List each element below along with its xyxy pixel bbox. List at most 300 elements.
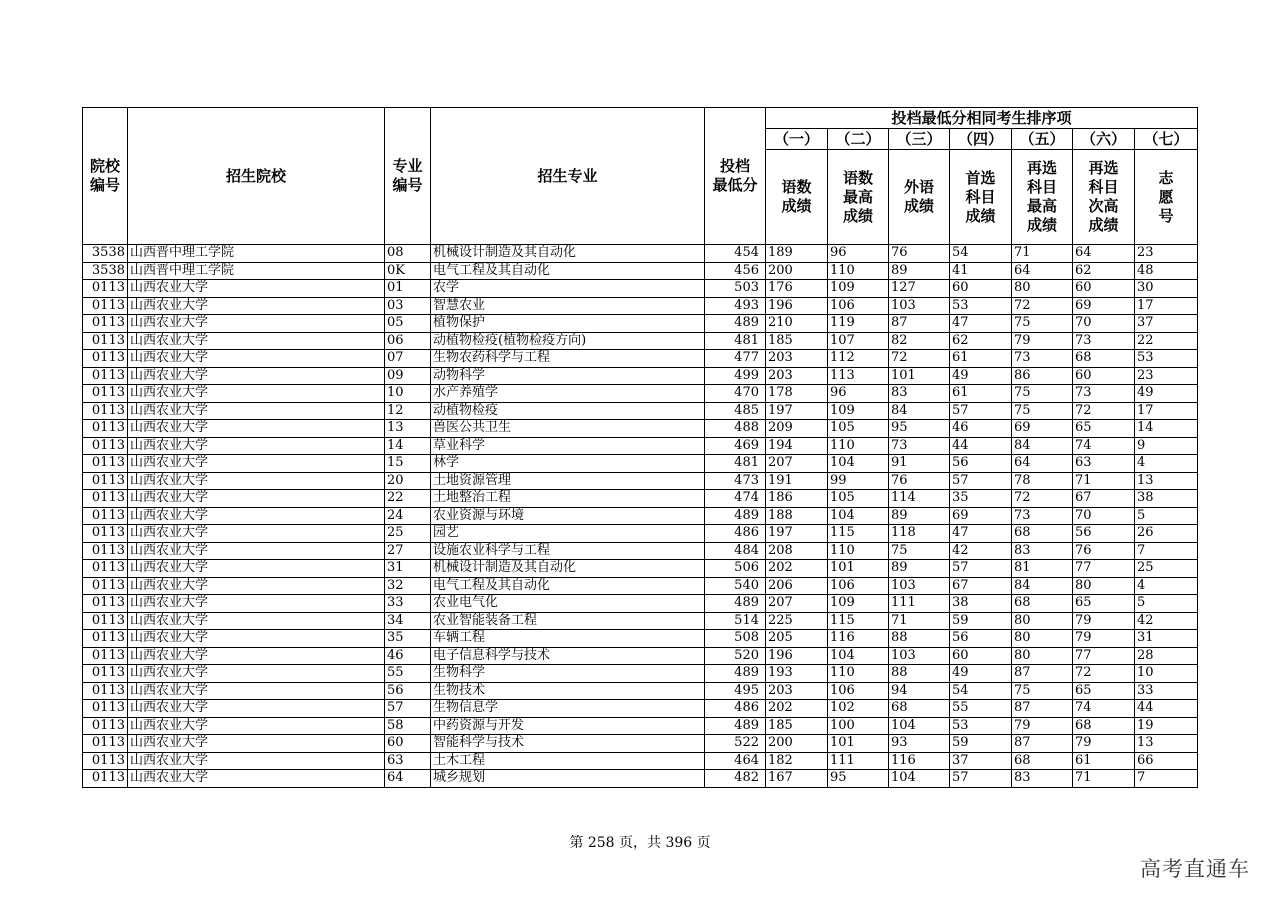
major-name-cell: 土地资源管理 — [431, 472, 705, 490]
preference-no-cell: 5 — [1135, 507, 1198, 525]
min-score-cell: 485 — [705, 402, 766, 420]
major-code-cell: 64 — [385, 770, 431, 788]
elective-max-cell: 73 — [1012, 350, 1073, 368]
min-score-cell: 474 — [705, 490, 766, 508]
elective-second-cell: 65 — [1073, 682, 1135, 700]
elective-max-cell: 64 — [1012, 455, 1073, 473]
preference-no-cell: 10 — [1135, 665, 1198, 683]
school-name-cell: 山西农业大学 — [128, 385, 385, 403]
major-name-cell: 植物保护 — [431, 315, 705, 333]
school-code-cell: 0113 — [83, 525, 128, 543]
foreign-language-cell: 116 — [889, 752, 950, 770]
watermark: 高考直通车 — [1140, 857, 1250, 881]
foreign-language-cell: 89 — [889, 262, 950, 280]
min-score-cell: 540 — [705, 577, 766, 595]
foreign-language-cell: 88 — [889, 630, 950, 648]
major-code-cell: 27 — [385, 542, 431, 560]
min-score-cell: 495 — [705, 682, 766, 700]
foreign-language-cell: 89 — [889, 560, 950, 578]
school-name-cell: 山西农业大学 — [128, 700, 385, 718]
major-code-cell: 31 — [385, 560, 431, 578]
elective-second-cell: 74 — [1073, 437, 1135, 455]
first-subject-cell: 49 — [950, 367, 1012, 385]
elective-max-cell: 84 — [1012, 577, 1073, 595]
min-score-cell: 469 — [705, 437, 766, 455]
preference-no-cell: 19 — [1135, 717, 1198, 735]
preference-no-cell: 17 — [1135, 297, 1198, 315]
school-code-cell: 0113 — [83, 595, 128, 613]
chinese-math-max-cell: 105 — [828, 490, 889, 508]
school-code-cell: 0113 — [83, 367, 128, 385]
table-row — [83, 770, 1198, 788]
table-row — [83, 630, 1198, 648]
foreign-language-cell: 104 — [889, 770, 950, 788]
table-row — [83, 507, 1198, 525]
first-subject-cell: 61 — [950, 385, 1012, 403]
first-subject-cell: 37 — [950, 752, 1012, 770]
min-score-header: 投档 最低分 — [705, 108, 766, 245]
tie-item-elective-second: 再选 科目 次高 成绩 — [1073, 150, 1135, 245]
major-name-cell: 农业电气化 — [431, 595, 705, 613]
elective-max-cell: 87 — [1012, 735, 1073, 753]
first-subject-cell: 53 — [950, 297, 1012, 315]
foreign-language-cell: 84 — [889, 402, 950, 420]
major-name-cell: 车辆工程 — [431, 630, 705, 648]
chinese-math-score-cell: 209 — [766, 420, 828, 438]
first-subject-cell: 57 — [950, 402, 1012, 420]
min-score-cell: 477 — [705, 350, 766, 368]
chinese-math-score-cell: 202 — [766, 700, 828, 718]
elective-max-cell: 80 — [1012, 630, 1073, 648]
major-name-cell: 土地整治工程 — [431, 490, 705, 508]
chinese-math-score-cell: 185 — [766, 717, 828, 735]
elective-max-cell: 79 — [1012, 717, 1073, 735]
first-subject-cell: 57 — [950, 472, 1012, 490]
elective-second-cell: 63 — [1073, 455, 1135, 473]
chinese-math-score-cell: 207 — [766, 455, 828, 473]
first-subject-cell: 67 — [950, 577, 1012, 595]
major-code-cell: 12 — [385, 402, 431, 420]
chinese-math-max-cell: 109 — [828, 280, 889, 298]
preference-no-cell: 53 — [1135, 350, 1198, 368]
chinese-math-max-cell: 110 — [828, 542, 889, 560]
first-subject-cell: 44 — [950, 437, 1012, 455]
elective-second-cell: 74 — [1073, 700, 1135, 718]
major-name-cell: 生物农药科学与工程 — [431, 350, 705, 368]
chinese-math-max-cell: 101 — [828, 735, 889, 753]
chinese-math-max-cell: 104 — [828, 647, 889, 665]
school-name-header: 招生院校 — [128, 108, 385, 245]
major-name-cell: 园艺 — [431, 525, 705, 543]
tie-item-preference-no: 志 愿 号 — [1135, 150, 1198, 245]
table-row — [83, 262, 1198, 280]
elective-max-cell: 80 — [1012, 647, 1073, 665]
foreign-language-cell: 101 — [889, 367, 950, 385]
elective-second-cell: 79 — [1073, 735, 1135, 753]
major-name-cell: 农业资源与环境 — [431, 507, 705, 525]
table-row — [83, 455, 1198, 473]
preference-no-cell: 9 — [1135, 437, 1198, 455]
min-score-cell: 486 — [705, 700, 766, 718]
chinese-math-score-cell: 188 — [766, 507, 828, 525]
first-subject-cell: 62 — [950, 332, 1012, 350]
preference-no-cell: 7 — [1135, 770, 1198, 788]
school-name-cell: 山西农业大学 — [128, 402, 385, 420]
chinese-math-score-cell: 207 — [766, 595, 828, 613]
major-code-cell: 15 — [385, 455, 431, 473]
foreign-language-cell: 83 — [889, 385, 950, 403]
chinese-math-score-cell: 194 — [766, 437, 828, 455]
school-name-cell: 山西农业大学 — [128, 682, 385, 700]
min-score-cell: 482 — [705, 770, 766, 788]
elective-second-cell: 73 — [1073, 385, 1135, 403]
preference-no-cell: 26 — [1135, 525, 1198, 543]
min-score-cell: 489 — [705, 507, 766, 525]
chinese-math-max-cell: 109 — [828, 595, 889, 613]
elective-second-cell: 72 — [1073, 665, 1135, 683]
preference-no-cell: 31 — [1135, 630, 1198, 648]
foreign-language-cell: 68 — [889, 700, 950, 718]
chinese-math-score-cell: 208 — [766, 542, 828, 560]
preference-no-cell: 30 — [1135, 280, 1198, 298]
school-name-cell: 山西农业大学 — [128, 367, 385, 385]
min-score-cell: 486 — [705, 525, 766, 543]
preference-no-cell: 37 — [1135, 315, 1198, 333]
elective-second-cell: 69 — [1073, 297, 1135, 315]
elective-second-cell: 76 — [1073, 542, 1135, 560]
chinese-math-score-cell: 185 — [766, 332, 828, 350]
elective-max-cell: 73 — [1012, 507, 1073, 525]
table-row — [83, 297, 1198, 315]
school-name-cell: 山西农业大学 — [128, 717, 385, 735]
first-subject-cell: 61 — [950, 350, 1012, 368]
school-name-cell: 山西农业大学 — [128, 350, 385, 368]
school-name-cell: 山西农业大学 — [128, 297, 385, 315]
first-subject-cell: 54 — [950, 245, 1012, 263]
major-code-cell: 32 — [385, 577, 431, 595]
table-row — [83, 490, 1198, 508]
chinese-math-max-cell: 106 — [828, 297, 889, 315]
first-subject-cell: 56 — [950, 455, 1012, 473]
school-code-cell: 0113 — [83, 280, 128, 298]
major-name-cell: 城乡规划 — [431, 770, 705, 788]
foreign-language-cell: 127 — [889, 280, 950, 298]
tie-number-4: （四） — [950, 129, 1012, 150]
preference-no-cell: 14 — [1135, 420, 1198, 438]
chinese-math-score-cell: 182 — [766, 752, 828, 770]
elective-second-cell: 60 — [1073, 280, 1135, 298]
school-code-cell: 0113 — [83, 647, 128, 665]
table-row — [83, 315, 1198, 333]
school-code-cell: 3538 — [83, 245, 128, 263]
table-row — [83, 385, 1198, 403]
min-score-cell: 506 — [705, 560, 766, 578]
min-score-cell: 481 — [705, 332, 766, 350]
first-subject-cell: 59 — [950, 612, 1012, 630]
major-name-cell: 智慧农业 — [431, 297, 705, 315]
table-row — [83, 245, 1198, 263]
chinese-math-max-cell: 119 — [828, 315, 889, 333]
school-name-cell: 山西农业大学 — [128, 735, 385, 753]
first-subject-cell: 41 — [950, 262, 1012, 280]
major-code-cell: 57 — [385, 700, 431, 718]
major-name-cell: 水产养殖学 — [431, 385, 705, 403]
table-row — [83, 752, 1198, 770]
foreign-language-cell: 88 — [889, 665, 950, 683]
table-row — [83, 332, 1198, 350]
min-score-cell: 493 — [705, 297, 766, 315]
school-code-cell: 0113 — [83, 332, 128, 350]
chinese-math-score-cell: 200 — [766, 262, 828, 280]
elective-max-cell: 72 — [1012, 297, 1073, 315]
chinese-math-score-cell: 197 — [766, 402, 828, 420]
chinese-math-max-cell: 116 — [828, 630, 889, 648]
major-code-cell: 25 — [385, 525, 431, 543]
elective-max-cell: 69 — [1012, 420, 1073, 438]
major-code-cell: 58 — [385, 717, 431, 735]
school-code-cell: 0113 — [83, 717, 128, 735]
major-code-cell: 10 — [385, 385, 431, 403]
min-score-cell: 489 — [705, 717, 766, 735]
first-subject-cell: 46 — [950, 420, 1012, 438]
major-name-cell: 中药资源与开发 — [431, 717, 705, 735]
min-score-cell: 489 — [705, 595, 766, 613]
chinese-math-max-cell: 104 — [828, 455, 889, 473]
preference-no-cell: 38 — [1135, 490, 1198, 508]
school-name-cell: 山西农业大学 — [128, 315, 385, 333]
major-code-cell: 14 — [385, 437, 431, 455]
chinese-math-max-cell: 104 — [828, 507, 889, 525]
elective-second-cell: 72 — [1073, 402, 1135, 420]
major-name-cell: 林学 — [431, 455, 705, 473]
first-subject-cell: 54 — [950, 682, 1012, 700]
elective-max-cell: 64 — [1012, 262, 1073, 280]
elective-max-cell: 68 — [1012, 525, 1073, 543]
elective-second-cell: 68 — [1073, 717, 1135, 735]
chinese-math-max-cell: 102 — [828, 700, 889, 718]
foreign-language-cell: 104 — [889, 717, 950, 735]
major-code-cell: 63 — [385, 752, 431, 770]
foreign-language-cell: 95 — [889, 420, 950, 438]
preference-no-cell: 13 — [1135, 735, 1198, 753]
elective-second-cell: 77 — [1073, 560, 1135, 578]
school-code-cell: 3538 — [83, 262, 128, 280]
chinese-math-max-cell: 95 — [828, 770, 889, 788]
first-subject-cell: 57 — [950, 560, 1012, 578]
school-name-cell: 山西农业大学 — [128, 560, 385, 578]
preference-no-cell: 48 — [1135, 262, 1198, 280]
chinese-math-score-cell: 196 — [766, 297, 828, 315]
school-name-cell: 山西晋中理工学院 — [128, 245, 385, 263]
school-code-cell: 0113 — [83, 507, 128, 525]
major-name-cell: 兽医公共卫生 — [431, 420, 705, 438]
first-subject-cell: 47 — [950, 525, 1012, 543]
chinese-math-score-cell: 196 — [766, 647, 828, 665]
elective-max-cell: 68 — [1012, 752, 1073, 770]
elective-second-cell: 70 — [1073, 315, 1135, 333]
chinese-math-score-cell: 225 — [766, 612, 828, 630]
school-code-cell: 0113 — [83, 437, 128, 455]
school-name-cell: 山西农业大学 — [128, 507, 385, 525]
table-row — [83, 472, 1198, 490]
school-code-cell: 0113 — [83, 472, 128, 490]
table-header — [83, 108, 1198, 245]
preference-no-cell: 4 — [1135, 577, 1198, 595]
foreign-language-cell: 75 — [889, 542, 950, 560]
school-code-cell: 0113 — [83, 700, 128, 718]
elective-max-cell: 75 — [1012, 315, 1073, 333]
chinese-math-score-cell: 191 — [766, 472, 828, 490]
chinese-math-max-cell: 96 — [828, 245, 889, 263]
foreign-language-cell: 76 — [889, 472, 950, 490]
chinese-math-score-cell: 178 — [766, 385, 828, 403]
school-name-cell: 山西晋中理工学院 — [128, 262, 385, 280]
elective-second-cell: 77 — [1073, 647, 1135, 665]
min-score-cell: 508 — [705, 630, 766, 648]
page-number: 第 258 页，共 396 页 — [569, 835, 711, 851]
chinese-math-score-cell: 205 — [766, 630, 828, 648]
foreign-language-cell: 76 — [889, 245, 950, 263]
chinese-math-max-cell: 99 — [828, 472, 889, 490]
chinese-math-max-cell: 107 — [828, 332, 889, 350]
preference-no-cell: 49 — [1135, 385, 1198, 403]
major-name-cell: 农业智能装备工程 — [431, 612, 705, 630]
chinese-math-max-cell: 112 — [828, 350, 889, 368]
elective-second-cell: 64 — [1073, 245, 1135, 263]
table-row — [83, 717, 1198, 735]
school-name-cell: 山西农业大学 — [128, 472, 385, 490]
elective-second-cell: 56 — [1073, 525, 1135, 543]
preference-no-cell: 13 — [1135, 472, 1198, 490]
elective-max-cell: 80 — [1012, 280, 1073, 298]
tie-number-2: （二） — [828, 129, 889, 150]
chinese-math-max-cell: 110 — [828, 262, 889, 280]
school-name-cell: 山西农业大学 — [128, 577, 385, 595]
chinese-math-score-cell: 206 — [766, 577, 828, 595]
foreign-language-cell: 114 — [889, 490, 950, 508]
chinese-math-score-cell: 176 — [766, 280, 828, 298]
elective-max-cell: 86 — [1012, 367, 1073, 385]
chinese-math-max-cell: 110 — [828, 437, 889, 455]
major-name-cell: 动植物检疫 — [431, 402, 705, 420]
tie-item-first-subject: 首选 科目 成绩 — [950, 150, 1012, 245]
chinese-math-max-cell: 101 — [828, 560, 889, 578]
table-row — [83, 542, 1198, 560]
school-code-cell: 0113 — [83, 315, 128, 333]
school-code-cell: 0113 — [83, 455, 128, 473]
major-code-cell: 07 — [385, 350, 431, 368]
elective-max-cell: 81 — [1012, 560, 1073, 578]
min-score-cell: 454 — [705, 245, 766, 263]
min-score-cell: 499 — [705, 367, 766, 385]
major-code-cell: 55 — [385, 665, 431, 683]
tie-break-group-header: 投档最低分相同考生排序项 — [766, 108, 1198, 129]
major-code-cell: 34 — [385, 612, 431, 630]
elective-max-cell: 75 — [1012, 402, 1073, 420]
chinese-math-max-cell: 106 — [828, 577, 889, 595]
major-name-cell: 设施农业科学与工程 — [431, 542, 705, 560]
table-row — [83, 612, 1198, 630]
major-name-cell: 电气工程及其自动化 — [431, 262, 705, 280]
table-body — [83, 245, 1198, 788]
elective-max-cell: 75 — [1012, 682, 1073, 700]
major-name-cell: 机械设计制造及其自动化 — [431, 560, 705, 578]
school-name-cell: 山西农业大学 — [128, 280, 385, 298]
chinese-math-max-cell: 106 — [828, 682, 889, 700]
major-name-cell: 农学 — [431, 280, 705, 298]
school-code-cell: 0113 — [83, 402, 128, 420]
chinese-math-max-cell: 115 — [828, 525, 889, 543]
school-code-cell: 0113 — [83, 350, 128, 368]
major-name-cell: 草业科学 — [431, 437, 705, 455]
preference-no-cell: 5 — [1135, 595, 1198, 613]
school-name-cell: 山西农业大学 — [128, 420, 385, 438]
school-code-cell: 0113 — [83, 560, 128, 578]
foreign-language-cell: 103 — [889, 647, 950, 665]
elective-second-cell: 65 — [1073, 420, 1135, 438]
foreign-language-cell: 103 — [889, 577, 950, 595]
school-name-cell: 山西农业大学 — [128, 612, 385, 630]
major-code-cell: 24 — [385, 507, 431, 525]
major-code-cell: 60 — [385, 735, 431, 753]
foreign-language-cell: 82 — [889, 332, 950, 350]
major-code-cell: 08 — [385, 245, 431, 263]
admission-score-table — [82, 107, 1198, 788]
elective-max-cell: 79 — [1012, 332, 1073, 350]
preference-no-cell: 23 — [1135, 245, 1198, 263]
school-code-cell: 0113 — [83, 577, 128, 595]
table-row — [83, 525, 1198, 543]
major-code-cell: 20 — [385, 472, 431, 490]
elective-second-cell: 68 — [1073, 350, 1135, 368]
first-subject-cell: 49 — [950, 665, 1012, 683]
school-name-cell: 山西农业大学 — [128, 770, 385, 788]
major-name-cell: 电气工程及其自动化 — [431, 577, 705, 595]
foreign-language-cell: 72 — [889, 350, 950, 368]
major-name-cell: 生物技术 — [431, 682, 705, 700]
tie-number-1: （一） — [766, 129, 828, 150]
table-row — [83, 560, 1198, 578]
school-name-cell: 山西农业大学 — [128, 332, 385, 350]
school-code-cell: 0113 — [83, 490, 128, 508]
major-code-cell: 22 — [385, 490, 431, 508]
first-subject-cell: 69 — [950, 507, 1012, 525]
min-score-cell: 473 — [705, 472, 766, 490]
first-subject-cell: 60 — [950, 647, 1012, 665]
foreign-language-cell: 118 — [889, 525, 950, 543]
elective-max-cell: 80 — [1012, 612, 1073, 630]
school-code-cell: 0113 — [83, 770, 128, 788]
elective-second-cell: 71 — [1073, 770, 1135, 788]
tie-item-chinese-math-max: 语数 最高 成绩 — [828, 150, 889, 245]
preference-no-cell: 25 — [1135, 560, 1198, 578]
table-row — [83, 280, 1198, 298]
min-score-cell: 464 — [705, 752, 766, 770]
preference-no-cell: 33 — [1135, 682, 1198, 700]
school-name-cell: 山西农业大学 — [128, 542, 385, 560]
school-name-cell: 山西农业大学 — [128, 437, 385, 455]
chinese-math-score-cell: 210 — [766, 315, 828, 333]
foreign-language-cell: 111 — [889, 595, 950, 613]
school-name-cell: 山西农业大学 — [128, 647, 385, 665]
min-score-cell: 481 — [705, 455, 766, 473]
table-row — [83, 735, 1198, 753]
chinese-math-score-cell: 203 — [766, 350, 828, 368]
major-name-cell: 生物信息学 — [431, 700, 705, 718]
first-subject-cell: 38 — [950, 595, 1012, 613]
elective-max-cell: 78 — [1012, 472, 1073, 490]
major-code-header: 专业 编号 — [385, 108, 431, 245]
